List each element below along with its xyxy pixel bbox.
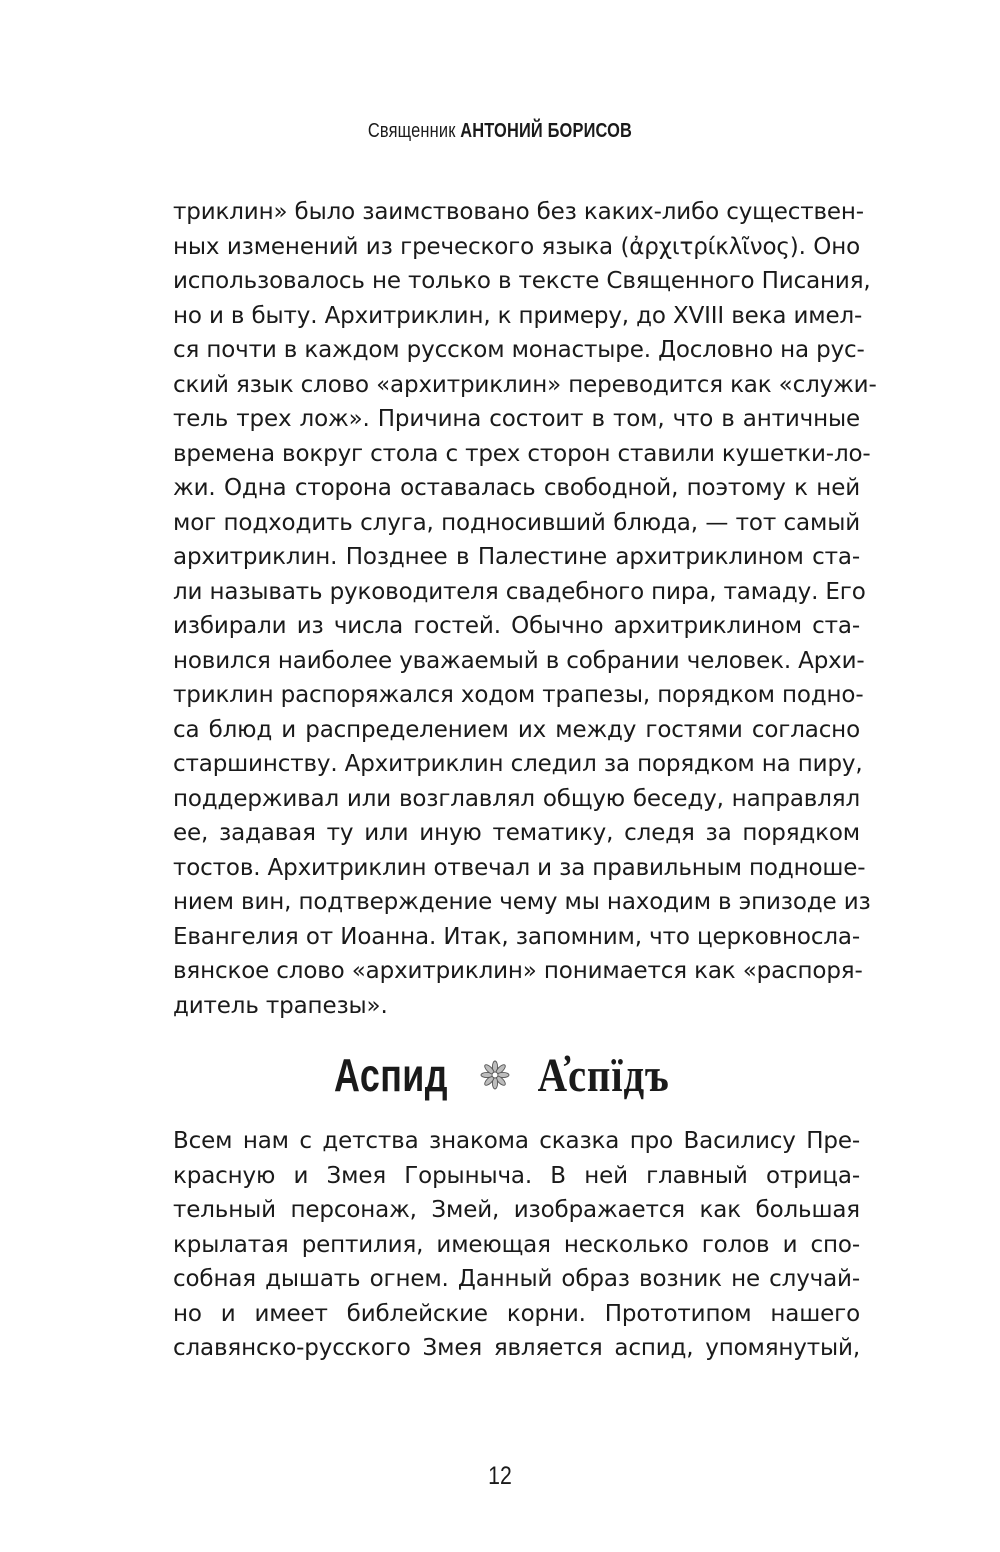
text-line: тельный персонаж, Змей, изображается как большая [173, 1197, 860, 1223]
text-line: ли называть руководителя свадебного пира, тамаду. Его [173, 578, 866, 605]
text-line: са блюд и распределением их между гостями согласно [173, 716, 860, 743]
text-line: тостов. Архитриклин отвечал и за правильным подноше- [173, 854, 866, 881]
running-head-prefix: Священник [367, 120, 456, 142]
text-line: ский язык слово «архитриклин» переводится как «служи- [173, 371, 877, 398]
text-line: красную и Змея Горыныча. В ней главный отрица- [173, 1162, 860, 1189]
page-number: 12 [488, 1462, 512, 1490]
text-line: времена вокруг стола с трех сторон ставили кушетки-ло- [173, 440, 871, 467]
text-line: славянско-русского Змея является аспид, упомянутый, [173, 1335, 860, 1361]
text-line: архитриклин. Позднее в Палестине архитриклином ста- [173, 544, 860, 570]
heading-church-slavonic-word: А҆спїдъ [538, 1048, 670, 1102]
text-line: использовалось не только в тексте Священного Писания, [173, 268, 871, 294]
paragraph-aspid [173, 1124, 860, 1366]
text-line: старшинству. Архитриклин следил за порядком на пиру, [173, 751, 863, 777]
text-line: избирали из числа гостей. Обычно архитриклином ста- [173, 613, 860, 639]
running-head [90, 120, 910, 143]
text-line: ных изменений из греческого языка (ἀρχιτρίκλῖνος). Оно [173, 233, 860, 260]
text-line: Всем нам с детства знакома сказка про Василису Пре- [173, 1128, 860, 1154]
text-line: жи. Одна сторона оставалась свободной, поэтому к ней [173, 475, 860, 501]
text-line: дитель трапезы». [173, 992, 388, 1019]
text-line: триклин» было заимствовано без каких-либо существен- [173, 199, 864, 225]
text-line: новился наиболее уважаемый в собрании человек. Архи- [173, 647, 865, 674]
text-line: Евангелия от Иоанна. Итак, запомним, что церковносла- [173, 923, 860, 950]
text-line: вянское слово «архитриклин» понимается как «распоря- [173, 958, 863, 984]
text-line: крылатая рептилия, имеющая несколько голов и спо- [173, 1231, 860, 1258]
text-line: поддерживал или возглавлял общую беседу, направлял [173, 785, 860, 812]
heading-russian-word: Аспид [334, 1049, 449, 1101]
paragraph-architriklin [173, 195, 877, 1023]
text-line: тель трех лож». Причина состоит в том, что в античные [173, 406, 860, 432]
running-head-author: АНТОНИЙ БОРИСОВ [460, 120, 633, 142]
text-line: триклин распоряжался ходом трапезы, порядком подно- [173, 682, 864, 708]
text-line: ся почти в каждом русском монастыре. Дословно на рус- [173, 337, 865, 363]
section-heading [0, 1040, 1000, 1110]
text-line: ее, задавая ту или иную тематику, следя за порядком [173, 820, 860, 846]
text-line: мог подходить слуга, подносивший блюда, — тот самый [173, 509, 860, 536]
text-line: нием вин, подтверждение чему мы находим в эпизоде из [173, 889, 871, 915]
text-line: но и имеет библейские корни. Прототипом нашего [173, 1300, 860, 1327]
floral-star-icon [480, 1060, 510, 1090]
text-line: но и в быту. Архитриклин, к примеру, до XVIII века имел- [173, 302, 863, 329]
text-line: собная дышать огнем. Данный образ возник не случай- [173, 1266, 860, 1292]
